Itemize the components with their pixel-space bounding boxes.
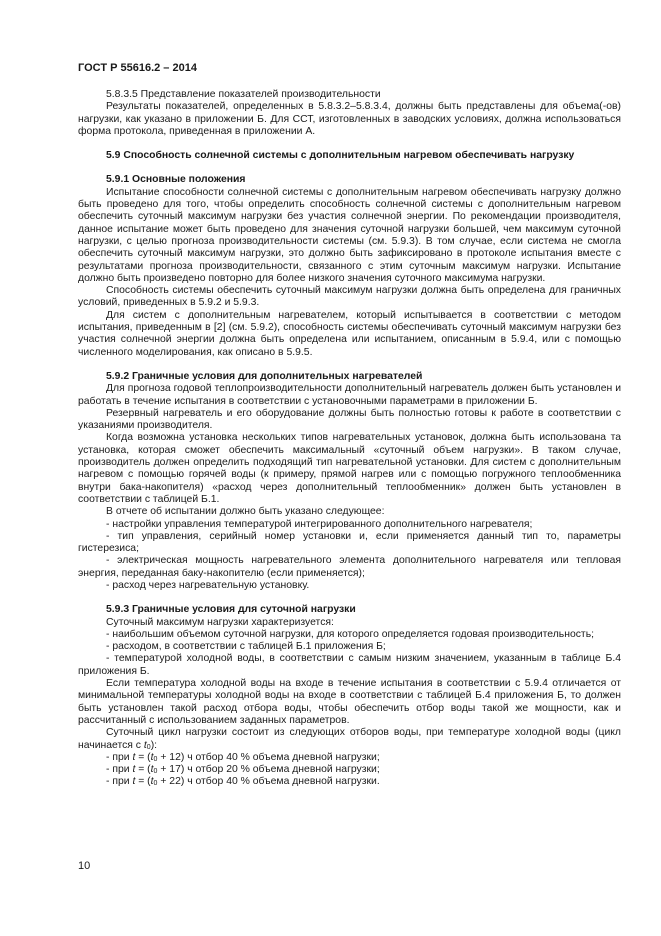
page-number: 10: [78, 860, 91, 872]
section-heading: 5.9 Способность солнечной системы с дополнительным нагревом обеспечивать нагрузку: [106, 150, 575, 162]
spacer: [78, 162, 621, 174]
paragraph: - расход через нагревательную установку.: [106, 579, 310, 591]
section-heading: 5.9.2 Граничные условия для дополнительных нагревателей: [106, 370, 423, 382]
paragraph: Суточный цикл нагрузки состоит из следующих отборов воды, при температуре холодной воды (цикл начинается с $t_0$):: [78, 727, 621, 751]
paragraph: Результаты показателей, определенных в 5.8.3.2–5.8.3.4, должны быть представлены для объема(-ов) нагрузки, как указано в приложении Б. Для ССТ, изготовленных в заводских условиях, должна использоваться форма протокола, приведенная в приложении А.: [78, 101, 621, 137]
section-heading: 5.9.3 Граничные условия для суточной нагрузки: [106, 604, 356, 616]
paragraph: Если температура холодной воды на входе в течение испытания в соответствии с 5.9.4 отличается от минимальной температуры холодной воды на входе в соответствии с таблицей Б.4 приложения Б, то должен быть установлен такой расход отбора воды, чтобы обеспечить отбор воды такой же мощности, как и рассчитанный с использованием заданных параметров.: [78, 678, 621, 726]
document-body: [78, 89, 621, 789]
spacer: [78, 592, 621, 604]
paragraph: В отчете об испытании должно быть указано следующее:: [106, 506, 385, 518]
paragraph: - при $t = (t_0 + 17)$ ч отбор 20 % объема дневной нагрузки;: [106, 764, 380, 776]
paragraph: Резервный нагреватель и его оборудование должны быть полностью готовы к работе в соответствии с указаниями производителя.: [78, 407, 621, 432]
paragraph: Способность системы обеспечить суточный максимум нагрузки должна быть определена для граничных условий, приведенных в 5.9.2 и 5.9.3.: [78, 285, 621, 309]
paragraph: Испытание способности солнечной системы с дополнительным нагревом обеспечивать нагрузку должно быть проведено для того, чтобы определить способность солнечной системы с дополнительным нагревом обеспечить суточный максимум нагрузки без участия солнечной энергии. По рекомендации производителя, данное испытание может быть проведено для значения суточной нагрузки большей, чем максимум суточной нагрузки, с целью прогноза производительности системы (см. 5.9.3). В том случае, если система не смогла обеспечить суточный максимум нагрузки, это должно быть зафиксировано в протоколе испытания вместе с результатами прогноза производительности, связанного с этим суточным максимум нагрузки. Испытание должно быть произведено повторно для более низкого значения суточного максимума нагрузки.: [78, 186, 621, 284]
paragraph: - при $t = (t_0 + 22)$ ч отбор 40 % объема дневной нагрузки.: [106, 776, 380, 788]
paragraph: Для систем с дополнительным нагревателем, который испытывается в соответствии с методом испытания, приведенным в [2] (см. 5.9.2), способность системы обеспечивать суточный максимум нагрузки без участия солнечной энергии должна быть определена или испытанием, описанным в 5.9.4, или с помощью численного моделирования, как описано в 5.9.5.: [78, 309, 621, 358]
paragraph: - настройки управления температурой интегрированного дополнительного нагревателя;: [106, 518, 533, 530]
paragraph: Когда возможна установка нескольких типов нагревательных установок, должна быть использована та установка, которая сможет обеспечить максимальный «суточный объем нагрузки». В таком случае, производитель должен определить подходящий тип нагревательной установки. Для систем с дополнительным нагревом с помощью горячей воды (к примеру, прямой нагрев или с помощью погружного теплообменника внутри бака-накопителя) «расход через дополнительный теплообменник» должен быть установлен в соответствии с таблицей Б.1.: [78, 432, 621, 505]
section-heading: 5.9.1 Основные положения: [106, 174, 246, 186]
spacer: [78, 359, 621, 371]
paragraph: - наибольшим объемом суточной нагрузки, для которого определяется годовая производительность;: [106, 628, 594, 640]
paragraph: - расходом, в соответствии с таблицей Б.1 приложения Б;: [106, 641, 386, 653]
document-header: ГОСТ Р 55616.2 – 2014: [78, 62, 197, 74]
paragraph: Суточный максимум нагрузки характеризуется:: [106, 616, 334, 628]
paragraph: - при $t = (t_0 + 12)$ ч отбор 40 % объема дневной нагрузки;: [106, 751, 380, 763]
paragraph: 5.8.3.5 Представление показателей производительности: [106, 89, 381, 100]
paragraph: Для прогноза годовой теплопроизводительности дополнительный нагреватель должен быть установлен и работать в течение испытания в соответствии с установочными параметрами в приложении Б.: [78, 383, 621, 407]
paragraph: - электрическая мощность нагревательного элемента дополнительного нагревателя или тепловая энергия, переданная баку-накопителю (если применяется);: [78, 555, 621, 579]
paragraph: - температурой холодной воды, в соответствии с самым низким значением, указанным в таблице Б.4 приложения Б.: [78, 653, 621, 677]
spacer: [78, 138, 621, 150]
paragraph: - тип управления, серийный номер установки и, если применяется данный тип то, параметры гистерезиса;: [78, 530, 621, 555]
